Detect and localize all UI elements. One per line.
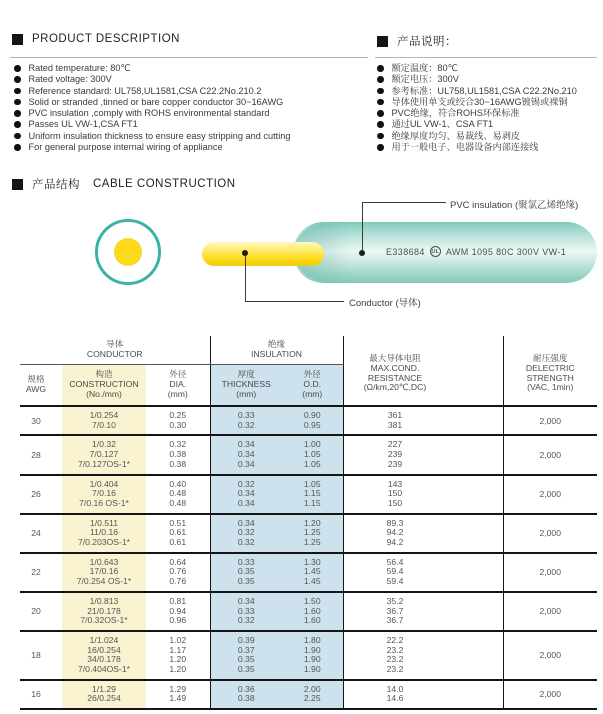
cell-resistance [343, 514, 503, 553]
resistance-value: 361 [387, 410, 403, 420]
construction-value: 16/0.254 [87, 644, 121, 655]
header-line: 外径 [169, 369, 187, 380]
description-text: PVC insulation ,comply with ROHS environmental standard [28, 108, 270, 119]
bullet-icon [377, 76, 384, 83]
cell-awg: 20 [20, 592, 62, 631]
od-value: 1.25 [303, 527, 321, 538]
resistance-value: 14.0 [386, 683, 404, 694]
section-title-en: CABLE CONSTRUCTION [93, 178, 236, 190]
construction-value: 11/0.16 [89, 527, 119, 538]
conductor-leader-line [245, 254, 246, 301]
table-row [20, 553, 597, 592]
resistance-value: 35.2 [386, 595, 404, 606]
description-item [377, 86, 603, 97]
construction-value: 7/0.404OS-1* [77, 664, 131, 675]
cell-thickness [210, 514, 282, 553]
awg-column-header [20, 364, 62, 406]
dia-value: 0.76 [169, 566, 187, 577]
thickness-value: 0.34 [237, 439, 255, 450]
title-underline [375, 57, 597, 58]
construction-value: 7/0.203OS-1* [77, 537, 131, 548]
cell-awg: 28 [20, 435, 62, 474]
resistance-value: 23.2 [386, 664, 404, 675]
cell-construction [62, 435, 146, 474]
resistance-value: 94.2 [386, 537, 404, 548]
cable-conductor [202, 242, 324, 266]
dielectric-column-header [503, 336, 597, 406]
thickness-value: 0.32 [237, 419, 255, 430]
conductor-leader-line [245, 301, 344, 302]
construction-value: 1/0.404 [89, 478, 119, 489]
header-line: 最大导体电阻 [369, 352, 421, 363]
description-item [377, 63, 603, 74]
section-square-icon [377, 36, 388, 47]
bullet-icon [377, 144, 384, 151]
cell-dia [146, 553, 210, 592]
construction-value: 21/0.178 [87, 605, 121, 616]
resistance-value: 89.3 [386, 517, 404, 528]
description-item [14, 97, 366, 108]
spec-table [20, 336, 597, 710]
cell-od [282, 680, 343, 709]
construction-value: 1/0.511 [89, 517, 119, 528]
table-row [20, 631, 597, 680]
dia-value: 0.51 [169, 517, 187, 528]
od-value: 1.00 [303, 439, 321, 450]
cell-thickness [210, 553, 282, 592]
spec-table-wrap [20, 336, 597, 710]
bullet-icon [377, 133, 384, 140]
dia-value: 0.96 [169, 615, 187, 626]
header-line: 厚度 [237, 369, 255, 380]
resistance-column-header [343, 336, 503, 406]
table-row [20, 680, 597, 709]
cell-dielectric: 2,000 [503, 631, 597, 680]
od-value: 1.30 [303, 556, 321, 567]
cell-od [282, 631, 343, 680]
thickness-value: 0.34 [237, 497, 255, 508]
print-file-number: E338684 [386, 246, 425, 257]
thickness-value: 0.34 [237, 449, 255, 460]
section-title-text: PRODUCT DESCRIPTION [32, 33, 180, 45]
resistance-value: 56.4 [386, 556, 404, 567]
description-item [377, 119, 603, 130]
thickness-value: 0.33 [237, 605, 255, 616]
thickness-value: 0.32 [237, 478, 255, 489]
construction-value: 1/1.29 [92, 683, 116, 694]
thickness-value: 0.33 [237, 410, 255, 420]
construction-value: 7/0.10 [92, 419, 116, 430]
insulation-leader-dot [359, 250, 365, 256]
thickness-value: 0.37 [237, 644, 255, 655]
cell-dia [146, 475, 210, 514]
construction-value: 7/0.127 [89, 449, 119, 460]
description-text: 绝缘厚度均匀、易裁线、易剥皮 [391, 130, 521, 141]
bullet-icon [14, 144, 21, 151]
resistance-value: 59.4 [386, 576, 404, 587]
conductor-label: Conductor (导体) [349, 298, 421, 309]
dia-value: 0.38 [169, 458, 187, 469]
bullet-icon [14, 133, 21, 140]
od-value: 1.05 [303, 478, 321, 489]
description-item [14, 119, 366, 130]
construction-value: 34/0.178 [87, 654, 121, 665]
product-description-cn-list [377, 63, 603, 153]
header-line: RESISTANCE [367, 372, 423, 383]
description-item [377, 131, 603, 142]
cell-od [282, 553, 343, 592]
dia-value: 0.32 [169, 439, 187, 450]
construction-value: 1/1.024 [89, 634, 119, 645]
resistance-value: 381 [387, 419, 403, 430]
header-line: MAX.COND. [370, 362, 420, 373]
header-line: (VAC, 1min) [527, 382, 574, 393]
description-text: 参考标准：UL758,UL1581,CSA C22.2No.210 [391, 85, 577, 96]
thickness-value: 0.32 [237, 615, 255, 626]
cell-construction [62, 592, 146, 631]
cell-resistance [343, 475, 503, 514]
od-value: 1.15 [303, 488, 321, 499]
thickness-value: 0.35 [237, 654, 255, 665]
insulation-label: PVC insulation (聚氯乙烯绝缘) [450, 200, 579, 211]
description-text: Reference standard: UL758,UL1581,CSA C22.2No.210.2 [28, 85, 262, 96]
cell-awg: 24 [20, 514, 62, 553]
cell-resistance [343, 592, 503, 631]
od-value: 1.60 [303, 615, 321, 626]
dia-value: 1.20 [169, 654, 187, 665]
table-row [20, 592, 597, 631]
cell-dia [146, 592, 210, 631]
table-row [20, 435, 597, 474]
header-line: (mm) [236, 388, 257, 399]
description-text: Uniform insulation thickness to ensure easy stripping and cutting [28, 130, 291, 141]
cell-od [282, 475, 343, 514]
header-line: CONSTRUCTION [69, 378, 139, 389]
description-text: 导体使用单支或绞合30~16AWG镀锡或裸铜 [391, 96, 568, 107]
cable-diagram [0, 190, 603, 335]
dia-value: 0.25 [169, 410, 187, 420]
description-text: 额定温度：80℃ [391, 63, 458, 73]
description-item [14, 86, 366, 97]
header-line: 规格 [27, 373, 45, 384]
od-value: 1.05 [303, 458, 321, 469]
thickness-value: 0.38 [237, 693, 255, 704]
dia-value: 1.02 [169, 634, 187, 645]
conductor-group-header [20, 336, 210, 364]
table-row [20, 406, 597, 435]
cell-construction [62, 631, 146, 680]
resistance-value: 143 [387, 478, 403, 489]
cell-construction [62, 680, 146, 709]
thickness-value: 0.32 [237, 537, 255, 548]
thickness-value: 0.34 [237, 458, 255, 469]
thickness-value: 0.32 [237, 527, 255, 538]
bullet-icon [377, 110, 384, 117]
resistance-value: 150 [387, 488, 403, 499]
header-line: 耐压强度 [533, 352, 568, 363]
construction-column-header [62, 364, 146, 406]
dia-value: 0.61 [169, 527, 187, 538]
cell-awg: 22 [20, 553, 62, 592]
cable-cross-section [95, 219, 161, 285]
header-line: 构造 [95, 369, 113, 380]
construction-value: 7/0.16 [92, 488, 116, 499]
description-text: For general purpose internal wiring of appliance [28, 142, 223, 153]
cell-dielectric: 2,000 [503, 592, 597, 631]
resistance-value: 227 [387, 439, 403, 450]
thickness-value: 0.35 [237, 566, 255, 577]
dia-value: 0.48 [169, 497, 187, 508]
cell-construction [62, 406, 146, 435]
description-item [14, 131, 366, 142]
dia-value: 0.61 [169, 537, 187, 548]
dia-value: 0.48 [169, 488, 187, 499]
resistance-value: 36.7 [386, 605, 404, 616]
ul-logo-icon: UL [430, 246, 441, 257]
bullet-icon [14, 76, 21, 83]
bullet-icon [377, 88, 384, 95]
cross-section-core [114, 238, 142, 266]
description-text: 通过UL VW-1、CSA FT1 [391, 119, 494, 130]
cell-resistance [343, 406, 503, 435]
table-row [20, 475, 597, 514]
cell-construction [62, 475, 146, 514]
cable-print-legend [386, 246, 566, 257]
construction-value: 17/0.16 [89, 566, 119, 577]
thickness-column-header [210, 364, 282, 406]
cell-thickness [210, 475, 282, 514]
header-line: 外径 [303, 369, 321, 380]
cell-dia [146, 631, 210, 680]
header-line: (No./mm) [86, 388, 122, 399]
bullet-icon [377, 99, 384, 106]
od-value: 1.25 [303, 537, 321, 548]
bullet-icon [377, 65, 384, 72]
header-line: 绝缘 [267, 338, 286, 349]
construction-value: 1/0.32 [92, 439, 116, 450]
resistance-value: 150 [387, 497, 403, 508]
od-value: 2.25 [303, 693, 321, 704]
bullet-icon [377, 121, 384, 128]
insulation-group-header [210, 336, 343, 364]
od-value: 1.90 [303, 654, 321, 665]
product-description-title [12, 33, 180, 45]
header-line: 导体 [106, 338, 124, 349]
dia-column-header [146, 364, 210, 406]
cell-awg: 26 [20, 475, 62, 514]
cell-resistance [343, 435, 503, 474]
resistance-value: 14.6 [386, 693, 404, 704]
cell-dia [146, 680, 210, 709]
od-value: 1.05 [303, 449, 321, 460]
description-item [14, 63, 366, 74]
cell-dielectric: 2,000 [503, 435, 597, 474]
thickness-value: 0.35 [237, 576, 255, 587]
cell-dia [146, 435, 210, 474]
product-description-list [14, 63, 366, 153]
dia-value: 0.30 [169, 419, 187, 430]
resistance-value: 94.2 [386, 527, 404, 538]
cell-resistance [343, 680, 503, 709]
cell-dielectric: 2,000 [503, 680, 597, 709]
cell-resistance [343, 631, 503, 680]
od-value: 1.15 [303, 497, 321, 508]
od-value: 1.60 [303, 605, 321, 616]
cell-resistance [343, 553, 503, 592]
resistance-value: 22.2 [386, 634, 404, 645]
construction-value: 1/0.643 [89, 556, 119, 567]
od-value: 1.80 [303, 634, 321, 645]
cell-dia [146, 406, 210, 435]
header-line: INSULATION [251, 348, 302, 359]
od-value: 1.50 [303, 595, 321, 606]
od-value: 1.90 [303, 664, 321, 675]
dia-value: 1.29 [169, 683, 187, 694]
insulation-leader-line [362, 202, 363, 253]
resistance-value: 23.2 [386, 654, 404, 665]
description-item [14, 142, 366, 153]
od-value: 1.20 [303, 517, 321, 528]
header-line: AWG [25, 383, 47, 394]
header-line: (mm) [167, 388, 188, 399]
dia-value: 1.17 [169, 644, 187, 655]
od-value: 2.00 [303, 683, 321, 694]
od-value: 1.45 [303, 566, 321, 577]
thickness-value: 0.34 [237, 517, 255, 528]
bullet-icon [14, 65, 21, 72]
bullet-icon [14, 99, 21, 106]
dia-value: 0.81 [169, 595, 187, 606]
cell-awg: 18 [20, 631, 62, 680]
cell-thickness [210, 631, 282, 680]
dia-value: 0.76 [169, 576, 187, 587]
thickness-value: 0.34 [237, 488, 255, 499]
description-item [377, 142, 603, 153]
od-value: 0.95 [303, 419, 321, 430]
thickness-value: 0.36 [237, 683, 255, 694]
cell-thickness [210, 435, 282, 474]
cell-thickness [210, 406, 282, 435]
construction-value: 7/0.32OS-1* [80, 615, 128, 626]
header-line: (mm) [302, 388, 323, 399]
cell-dielectric: 2,000 [503, 553, 597, 592]
section-square-icon [12, 34, 23, 45]
print-rating-text: AWM 1095 80C 300V VW-1 [445, 246, 567, 257]
description-text: Rated voltage: 300V [28, 74, 112, 85]
description-text: Solid or stranded ,tinned or bare copper conductor 30~16AWG [28, 96, 284, 107]
dia-value: 1.20 [169, 664, 187, 675]
thickness-value: 0.39 [237, 634, 255, 645]
cell-od [282, 435, 343, 474]
cell-dielectric: 2,000 [503, 514, 597, 553]
cell-od [282, 592, 343, 631]
header-line: (Ω/km,20℃,DC) [363, 382, 427, 393]
construction-value: 7/0.254 OS-1* [76, 576, 132, 587]
construction-value: 1/0.254 [89, 410, 119, 420]
construction-value: 1/0.813 [89, 595, 119, 606]
od-value: 1.45 [303, 576, 321, 587]
thickness-value: 0.35 [237, 664, 255, 675]
product-description-cn-title [377, 33, 457, 49]
bullet-icon [14, 88, 21, 95]
cell-od [282, 514, 343, 553]
conductor-leader-dot [242, 250, 248, 256]
cell-construction [62, 553, 146, 592]
description-item [377, 108, 603, 119]
description-text: Passes UL VW-1,CSA FT1 [28, 119, 138, 130]
cell-dielectric: 2,000 [503, 475, 597, 514]
cell-thickness [210, 680, 282, 709]
section-title-text: 产品说明： [397, 36, 457, 48]
dia-value: 0.40 [169, 478, 187, 489]
insulation-leader-line [362, 202, 446, 203]
bullet-icon [14, 121, 21, 128]
header-line: THICKNESS [221, 378, 271, 389]
cell-dia [146, 514, 210, 553]
header-line: O.D. [303, 378, 322, 389]
header-line: DIA. [169, 378, 187, 389]
section-square-icon [12, 179, 23, 190]
description-item [14, 108, 366, 119]
construction-value: 26/0.254 [87, 693, 121, 704]
description-text: PVC绝缘，符合ROHS环保标准 [391, 108, 520, 119]
cell-dielectric: 2,000 [539, 415, 561, 426]
table-row [20, 514, 597, 553]
resistance-value: 36.7 [386, 615, 404, 626]
cell-od [282, 406, 343, 435]
thickness-value: 0.33 [237, 556, 255, 567]
dia-value: 1.49 [169, 693, 187, 704]
cell-thickness [210, 592, 282, 631]
header-line: STRENGTH [526, 372, 574, 383]
od-value: 1.90 [303, 644, 321, 655]
od-value: 0.90 [303, 410, 321, 420]
description-item [377, 97, 603, 108]
thickness-value: 0.34 [237, 595, 255, 606]
dia-value: 0.38 [169, 449, 187, 460]
cell-awg: 16 [20, 680, 62, 709]
resistance-value: 239 [387, 449, 403, 460]
construction-value: 7/0.16 OS-1* [79, 497, 129, 508]
description-text: Rated temperature: 80℃ [28, 63, 131, 73]
resistance-value: 23.2 [386, 644, 404, 655]
resistance-value: 239 [387, 458, 403, 469]
description-text: 用于一般电子、电器设备内部连接线 [391, 142, 539, 153]
resistance-value: 59.4 [386, 566, 404, 577]
dia-value: 0.94 [169, 605, 187, 616]
header-line: DELECTRIC [525, 362, 575, 373]
header-line: CONDUCTOR [86, 348, 143, 359]
cell-awg: 30 [31, 415, 41, 426]
description-item [377, 74, 603, 85]
construction-value: 7/0.127OS-1* [77, 458, 131, 469]
section-title-cn: 产品结构 [32, 179, 80, 191]
description-item [14, 74, 366, 85]
cell-construction [62, 514, 146, 553]
dia-value: 0.64 [169, 556, 187, 567]
od-column-header [282, 364, 343, 406]
bullet-icon [14, 110, 21, 117]
description-text: 额定电压：300V [391, 74, 459, 85]
title-underline [10, 57, 368, 58]
